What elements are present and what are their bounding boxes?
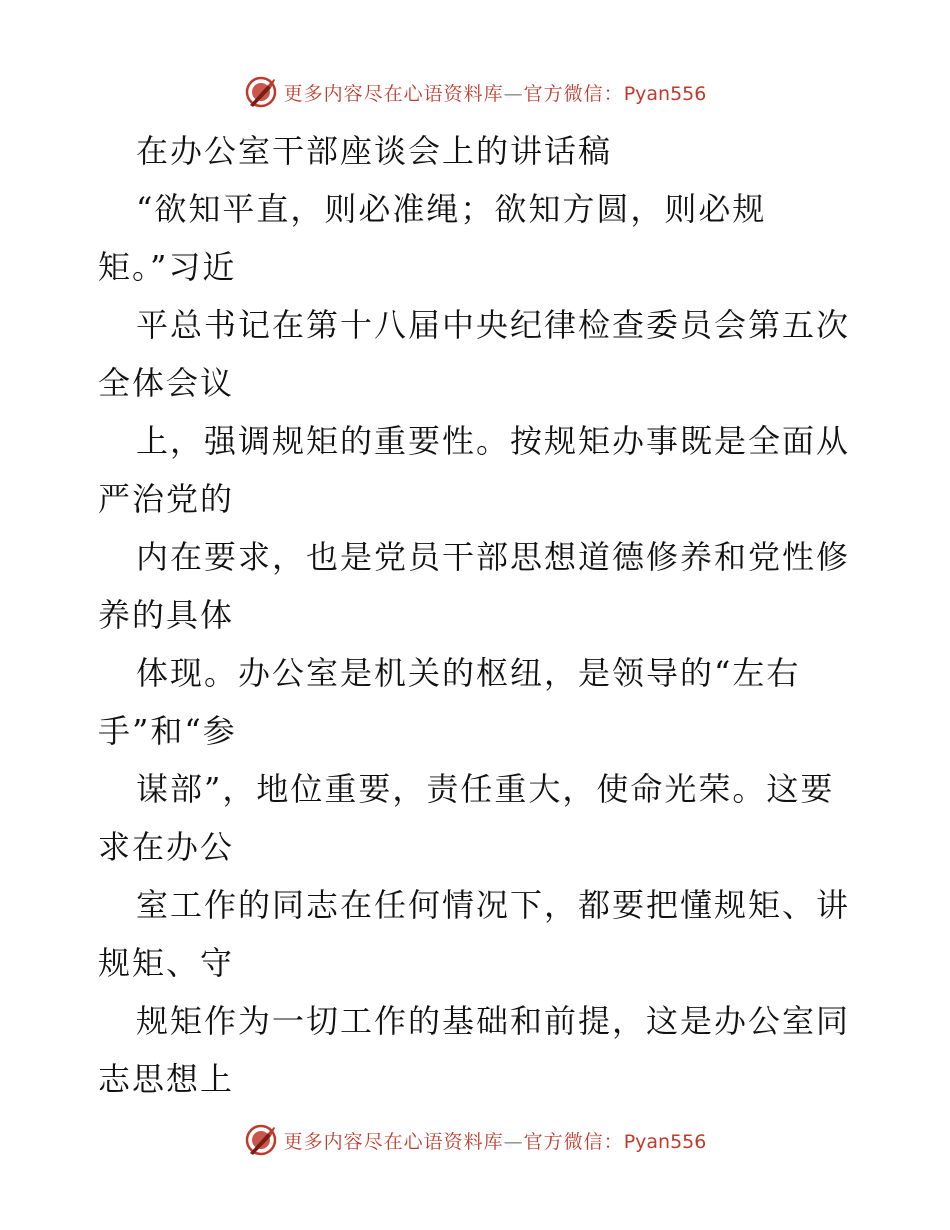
text-line: 内在要求，也是党员干部思想道德修养和党性修 <box>136 538 851 576</box>
watermark-text <box>284 1127 707 1154</box>
pen-nib-logo-icon <box>244 1123 278 1157</box>
watermark-sub-text: 官方微信： <box>523 82 624 105</box>
text-line: 手”和“参 <box>98 712 237 750</box>
footer-watermark <box>0 1120 950 1160</box>
watermark-dash: — <box>503 1130 524 1153</box>
watermark-main-text: 更多内容尽在心语资料库 <box>283 82 504 105</box>
text-line: 上，强调规矩的重要性。按规矩办事既是全面从 <box>136 422 851 460</box>
pen-nib-logo-icon <box>244 75 278 109</box>
text-line: “欲知平直，则必准绳；欲知方圆，则必规 <box>136 190 767 228</box>
watermark-dash: — <box>503 82 524 105</box>
text-line: 全体会议 <box>98 364 235 402</box>
text-line: 养的具体 <box>98 596 235 634</box>
watermark-handle: Pyan556 <box>623 1130 707 1153</box>
document-title: 在办公室干部座谈会上的讲话稿 <box>136 132 613 170</box>
text-line: 体现。办公室是机关的枢纽，是领导的“左右 <box>136 654 801 692</box>
text-line: 矩。”习近 <box>98 248 237 286</box>
text-line: 严治党的 <box>98 480 235 518</box>
watermark-text <box>284 79 707 106</box>
text-line: 平总书记在第十八届中央纪律检查委员会第五次 <box>136 306 851 344</box>
watermark-sub-text: 官方微信： <box>523 1130 624 1153</box>
text-line: 室工作的同志在任何情况下，都要把懂规矩、讲 <box>136 886 851 924</box>
watermark-handle: Pyan556 <box>623 82 707 105</box>
text-line: 规矩、守 <box>98 944 235 982</box>
text-line: 谋部”，地位重要，责任重大，使命光荣。这要 <box>136 770 835 808</box>
watermark-main-text: 更多内容尽在心语资料库 <box>283 1130 504 1153</box>
text-line: 志思想上 <box>98 1060 235 1098</box>
document-body <box>98 122 858 1108</box>
text-line: 规矩作为一切工作的基础和前提，这是办公室同 <box>136 1002 851 1040</box>
text-line: 求在办公 <box>98 828 235 866</box>
header-watermark <box>0 72 950 112</box>
